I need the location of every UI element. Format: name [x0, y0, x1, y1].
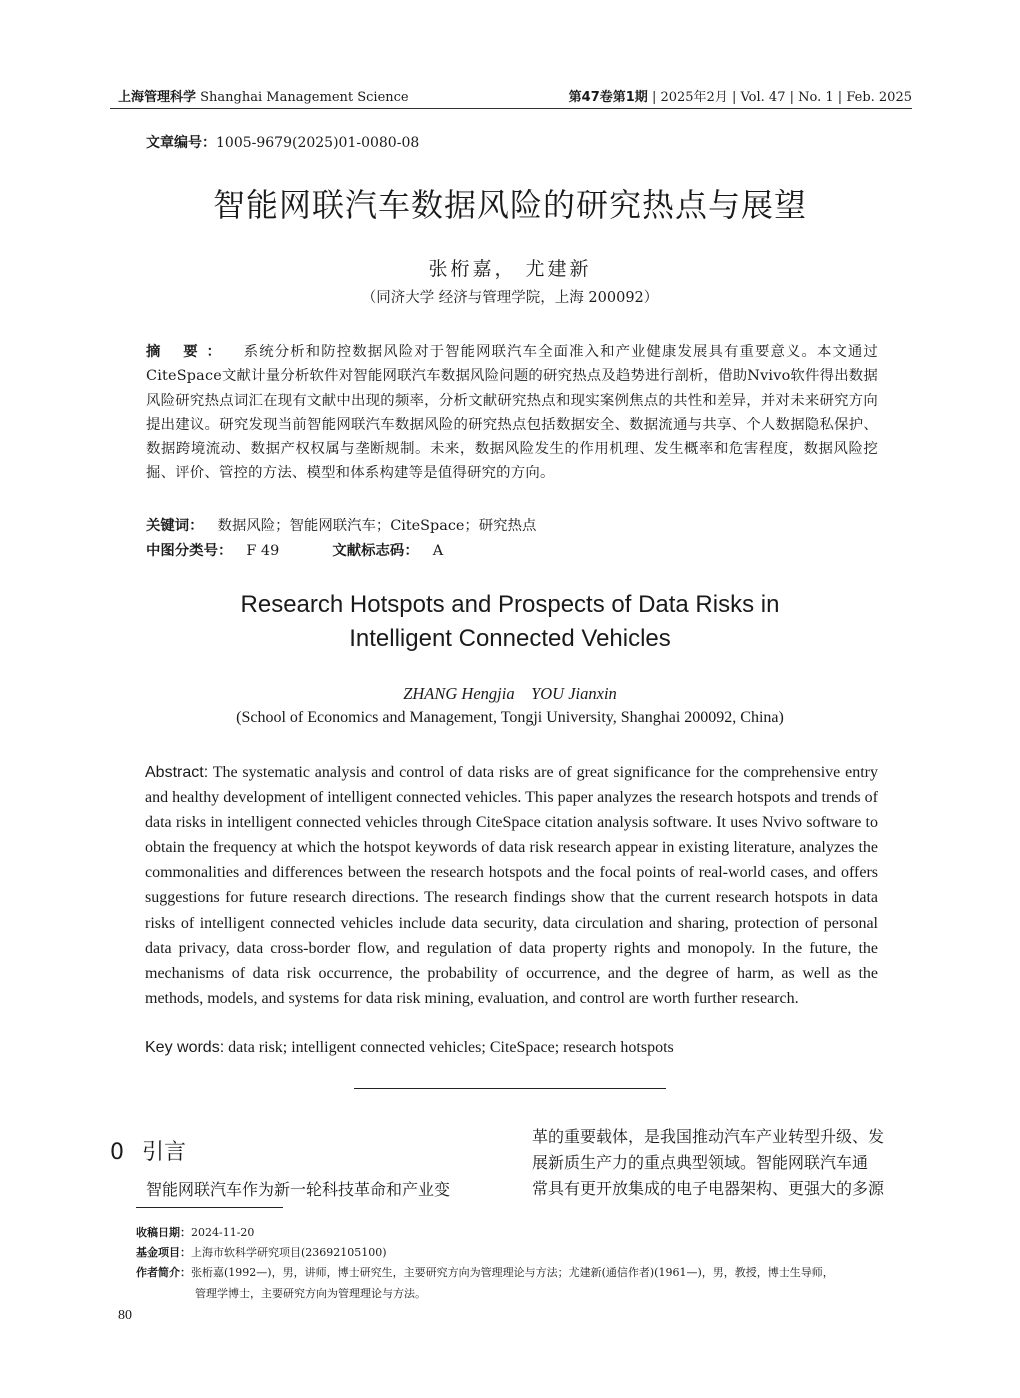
abstract-cn	[146, 340, 878, 486]
abstract-en-label: Abstract:	[145, 764, 209, 781]
abstract-en	[145, 760, 878, 1011]
paper-title-en	[0, 588, 1020, 656]
keywords-cn	[146, 514, 536, 535]
article-number-label: 文章编号：	[146, 135, 216, 151]
affiliation-en: (School of Economics and Management, Tongji University, Shanghai 200092, China)	[236, 709, 784, 726]
affiliation-cn: （同济大学 经济与管理学院，上海 200092）	[361, 290, 659, 306]
journal-name-cn: 上海管理科学	[118, 90, 197, 105]
doc-code-label: 文献标志码：	[332, 543, 419, 559]
page-number: 80	[118, 1308, 132, 1323]
paper-title-en-line2: Intelligent Connected Vehicles	[349, 625, 671, 652]
article-number	[146, 132, 419, 152]
clc-value: F 49	[246, 543, 280, 559]
fund-value: 上海市软科学研究项目(23692105100)	[191, 1246, 387, 1259]
body-text-left: 智能网联汽车作为新一轮科技革命和产业变	[146, 1180, 451, 1199]
author-bio-text: 张桁嘉(1992—)，男，讲师，博士研究生，主要研究方向为管理理论与方法；尤建新(通信作者)(1961—)，男，教授，博士生导师，	[191, 1266, 834, 1279]
article-number-value: 1005-9679(2025)01-0080-08	[216, 135, 420, 151]
abstract-cn-label: 摘 要：	[146, 344, 230, 360]
keywords-en	[145, 1039, 674, 1057]
received-label: 收稿日期：	[136, 1226, 191, 1239]
doc-code-value: A	[432, 543, 444, 559]
received-date: 2024-11-20	[191, 1226, 255, 1239]
authors-cn: 张桁嘉， 尤建新	[428, 258, 592, 280]
abstract-cn-text: 系统分析和防控数据风险对于智能网联汽车全面准入和产业健康发展具有重要意义。本文通过CiteSpace文献计量分析软件对智能网联汽车数据风险问题的研究热点及趋势进行剖析，借助Nvivo软件得出数据风险研究热点词汇在现有文献中出现的频率，分析文献研究热点和现实案例焦点的共性和差异，并对未来研究方向提出建议。研究发现当前智能网联汽车数据风险的研究热点包括数据安全、数据流通与共享、个人数据隐私保护、数据跨境流动、数据产权权属与垄断规制。未来，数据风险发生的作用机理、发生概率和危害程度，数据风险挖掘、评价、管控的方法、模型和体系构建等是值得研究的方向。	[146, 344, 879, 482]
keywords-cn-label: 关键词：	[146, 518, 204, 534]
section-title: 引言	[142, 1140, 187, 1165]
volume-en: Vol. 47	[740, 90, 786, 105]
number-en: No. 1	[798, 90, 834, 105]
section-number: 0	[110, 1140, 124, 1165]
footnote-rule	[136, 1207, 283, 1208]
date-en: Feb. 2025	[846, 90, 912, 105]
body-line: 展新质生产力的重点典型领域。智能网联汽车通	[532, 1153, 869, 1172]
classification	[146, 539, 443, 560]
issue-info: 第47卷第1期 | 2025年2月 | Vol. 47 | No. 1 | Feb. 2025	[568, 90, 912, 105]
running-header	[118, 84, 912, 106]
authors-en: ZHANG Hengjia YOU Jianxin	[403, 684, 617, 703]
fund-label: 基金项目：	[136, 1246, 191, 1259]
keywords-en-text: data risk; intelligent connected vehicles; CiteSpace; research hotspots	[228, 1039, 674, 1056]
paper-title-cn: 智能网联汽车数据风险的研究热点与展望	[212, 186, 807, 224]
body-text-right	[532, 1124, 912, 1202]
footnote-fund	[136, 1244, 387, 1260]
section-divider	[354, 1088, 666, 1089]
footnote-author	[136, 1264, 834, 1280]
author-bio-label: 作者简介：	[136, 1266, 191, 1279]
section-heading	[110, 1135, 186, 1166]
body-line: 革的重要载体，是我国推动汽车产业转型升级、发	[532, 1127, 885, 1146]
footnote-author-cont: 管理学博士，主要研究方向为管理理论与方法。	[195, 1287, 426, 1300]
issue-cn: 第47卷第1期	[568, 90, 648, 105]
abstract-en-text: The systematic analysis and control of data risks are of great significance for the comprehensive entry and healthy development of intelligent connected vehicles. This paper analyzes the research hotspots and trends of data risks in intelligent connected vehicles through CiteSpace citation analysis software. It uses Nvivo software to obtain the frequency at which the hotspot keywords of data risk research appear in existing literature, analyzes the commonalities and differences between the research hotspots and the focal points of real-world cases, and offers suggestions for future research directions. The research findings show that the current research hotspots in data risks of intelligent connected vehicles include data security, data circulation and sharing, protection of personal data privacy, data cross-border flow, and regulation of data property rights and monopoly. In the future, the mechanisms of data risk occurrence, the probability of occurrence, and the degree of harm, as well as the methods, models, and systems for data risk mining, evaluation, and control are worth further research.	[145, 764, 878, 1007]
clc-label: 中图分类号：	[146, 543, 233, 559]
keywords-en-label: Key words:	[145, 1039, 225, 1056]
journal-name	[118, 86, 409, 105]
paper-title-en-line1: Research Hotspots and Prospects of Data Risks in	[240, 591, 780, 618]
footnote-received	[136, 1224, 254, 1240]
header-rule	[110, 108, 912, 109]
body-line: 常具有更开放集成的电子电器架构、更强大的多源	[532, 1179, 885, 1198]
journal-name-en: Shanghai Management Science	[200, 90, 409, 105]
keywords-cn-text: 数据风险；智能网联汽车；CiteSpace；研究热点	[217, 518, 537, 534]
date-cn: 2025年2月	[660, 90, 728, 105]
